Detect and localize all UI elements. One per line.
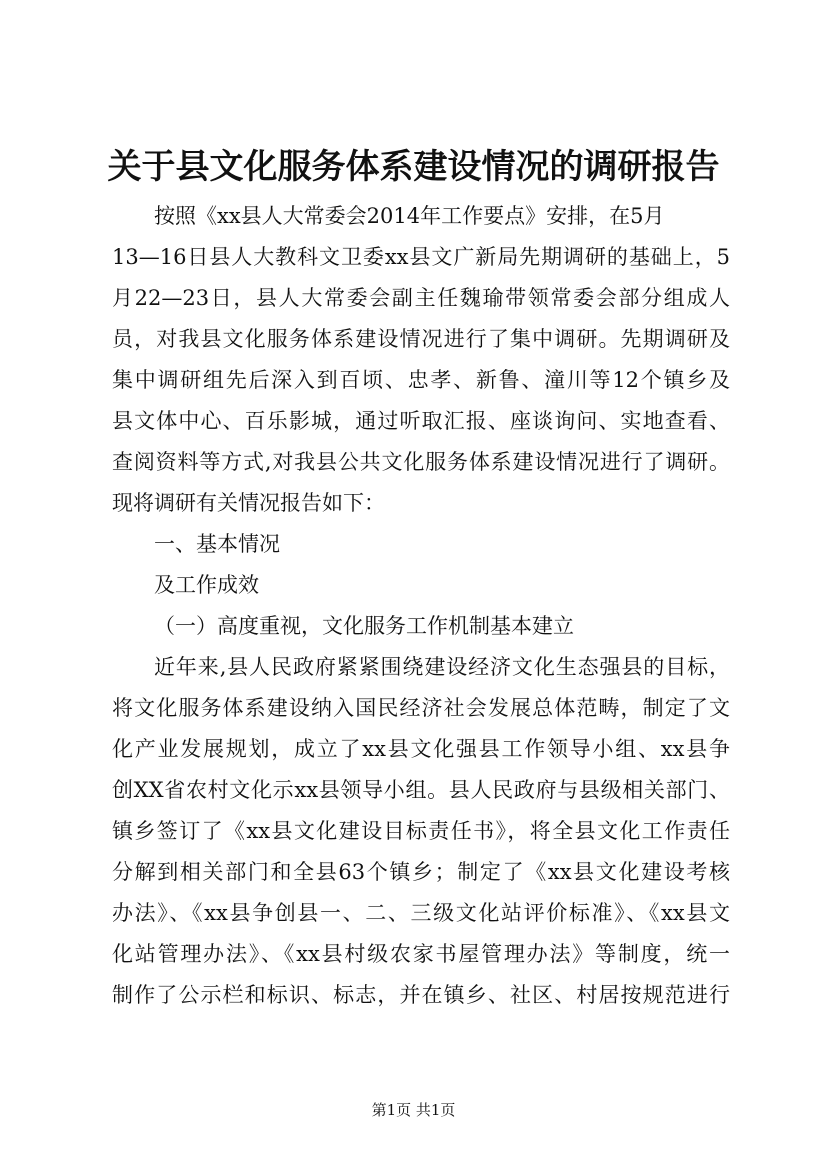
- section-heading-continuation: 及工作成效: [154, 573, 259, 597]
- paragraph-line: 化站管理办法》、《xx县村级农家书屋管理办法》等制度，统一: [112, 942, 730, 966]
- document-body: [112, 196, 730, 1056]
- paragraph-line: 镇乡签订了《xx县文化建设目标责任书》，将全县文化工作责任: [112, 819, 730, 843]
- paragraph-line: 员，对我县文化服务体系建设情况进行了集中调研。先期调研及: [112, 327, 730, 351]
- paragraph-line: 13—16日县人大教科文卫委xx县文广新局先期调研的基础上，5: [112, 245, 730, 269]
- paragraph-line: 分解到相关部门和全县63个镇乡；制定了《xx县文化建设考核: [112, 860, 730, 884]
- subsection-heading: （一）高度重视，文化服务工作机制基本建立: [154, 614, 574, 638]
- paragraph-line: 现将调研有关情况报告如下：: [112, 491, 385, 515]
- paragraph-line: 查阅资料等方式,对我县公共文化服务体系建设情况进行了调研。: [112, 450, 730, 474]
- paragraph-line: 县文体中心、百乐影城，通过听取汇报、座谈询问、实地查看、: [112, 409, 730, 433]
- document-title: 关于县文化服务体系建设情况的调研报告: [107, 147, 720, 187]
- paragraph-line: 办法》、《xx县争创县一、二、三级文化站评价标准》、《xx县文: [112, 901, 730, 925]
- paragraph-line: 化产业发展规划，成立了xx县文化强县工作领导小组、xx县争: [112, 737, 730, 761]
- paragraph-line: 集中调研组先后深入到百顷、忠孝、新鲁、潼川等12个镇乡及: [112, 368, 730, 392]
- page-footer: 第1页 共1页: [371, 1101, 456, 1119]
- paragraph-line: 按照《xx县人大常委会2014年工作要点》安排，在5月: [154, 204, 665, 228]
- paragraph-line: 将文化服务体系建设纳入国民经济社会发展总体范畴，制定了文: [112, 696, 730, 720]
- section-heading: 一、基本情况: [154, 532, 280, 556]
- paragraph-line: 近年来,县人民政府紧紧围绕建设经济文化生态强县的目标，: [154, 655, 730, 679]
- paragraph-line: 制作了公示栏和标识、标志，并在镇乡、社区、村居按规范进行: [112, 983, 730, 1007]
- paragraph-line: 月22—23日，县人大常委会副主任魏瑜带领常委会部分组成人: [112, 286, 730, 310]
- paragraph-line: 创XX省农村文化示xx县领导小组。县人民政府与县级相关部门、: [112, 778, 730, 802]
